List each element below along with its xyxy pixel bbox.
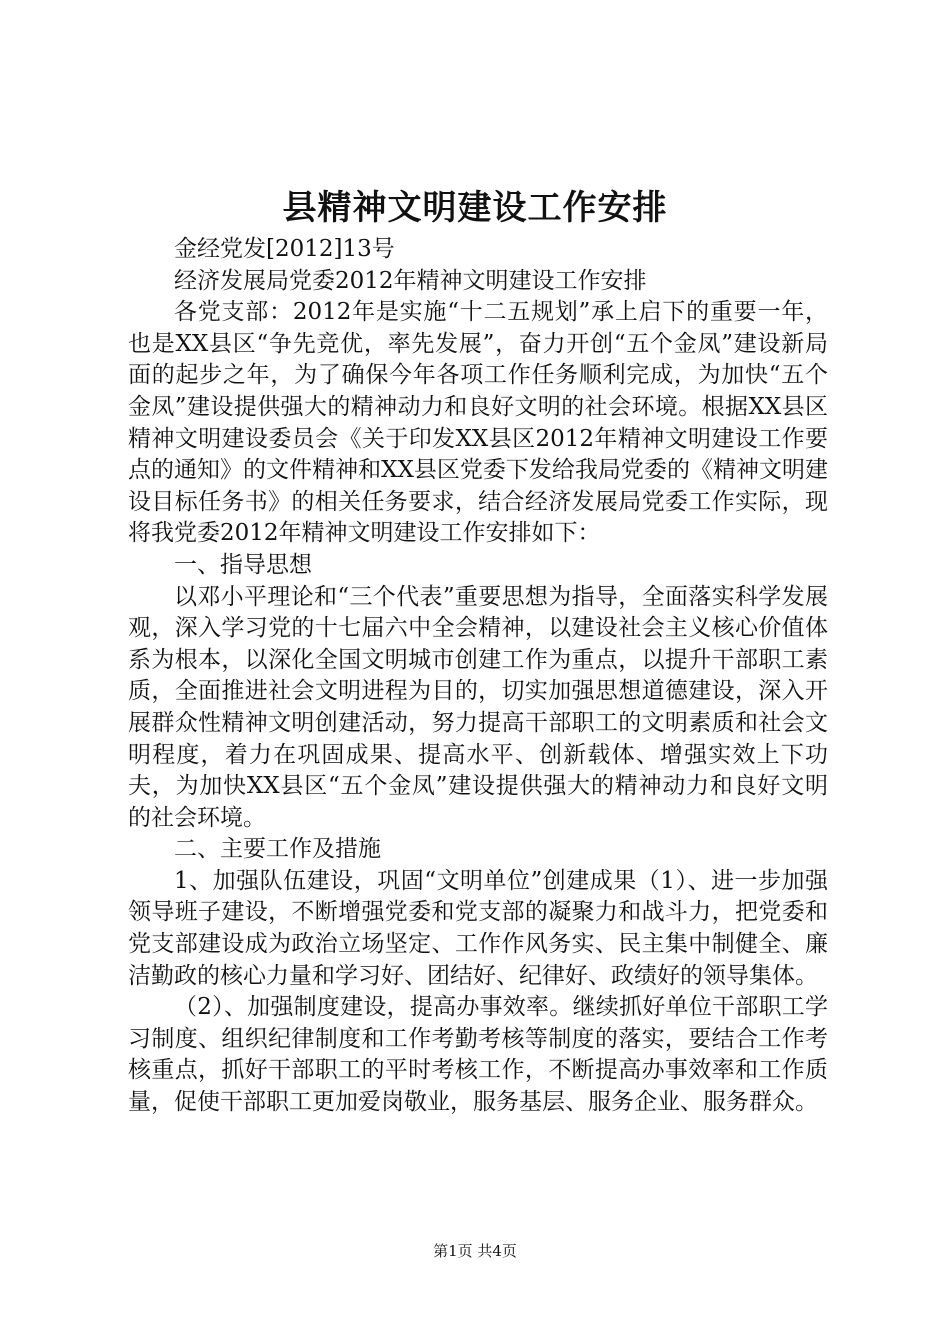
guiding-thought-paragraph: 以邓小平理论和“三个代表”重要思想为指导，全面落实科学发展观，深入学习党的十七届六中全会精神，以建设社会主义核心价值体系为根本，以深化全国文明城市创建工作为重点，以提升干部职工素质，全面推进社会文明进程为目的，切实加强思想道德建设，深入开展群众性精神文明创建活动，努力提高干部职工的文明素质和社会文明程度，着力在巩固成果、提高水平、创新载体、增强实效上下功夫，为加快XX县区“五个金凤”建设提供强大的精神动力和良好文明的社会环境。: [128, 583, 828, 831]
main-work-item-2: （2）、加强制度建设，提高办事效率。继续抓好单位干部职工学习制度、组织纪律制度和工作考勤考核等制度的落实，要结合工作考核重点，抓好干部职工的平时考核工作，不断提高办事效率和工作质量，促使干部职工更加爱岗敬业，服务基层、服务企业、服务群众。: [128, 994, 828, 1116]
section-heading-guiding-thought: 一、指导思想: [174, 551, 312, 578]
page-number-footer: 第1页 共4页: [433, 1242, 517, 1260]
document-body: [128, 234, 828, 1119]
intro-paragraph: 各党支部：2012年是实施“十二五规划”承上启下的重要一年，也是XX县区“争先竞优，率先发展”，奋力开创“五个金凤”建设新局面的起步之年，为了确保今年各项工作任务顺利完成，为加快“五个金凤”建设提供强大的精神动力和良好文明的社会环境。根据XX县区精神文明建设委员会《关于印发XX县区2012年精神文明建设工作要点的通知》的文件精神和XX县区党委下发给我局党委的《精神文明建设目标任务书》的相关任务要求，结合经济发展局党委工作实际，现将我党委2012年精神文明建设工作安排如下：: [128, 299, 828, 547]
document-title: 县精神文明建设工作安排: [282, 188, 668, 228]
document-subtitle: 经济发展局党委2012年精神文明建设工作安排: [174, 267, 647, 294]
document-number: 金经党发[2012]13号: [174, 236, 395, 262]
main-work-item-1: 1、加强队伍建设，巩固“文明单位”创建成果（1）、进一步加强领导班子建设，不断增强党委和党支部的凝聚力和战斗力，把党委和党支部建设成为政治立场坚定、工作作风务实、民主集中制健全、廉洁勤政的核心力量和学习好、团结好、纪律好、政绩好的领导集体。: [128, 867, 828, 989]
section-heading-main-work: 二、主要工作及措施: [174, 836, 381, 863]
